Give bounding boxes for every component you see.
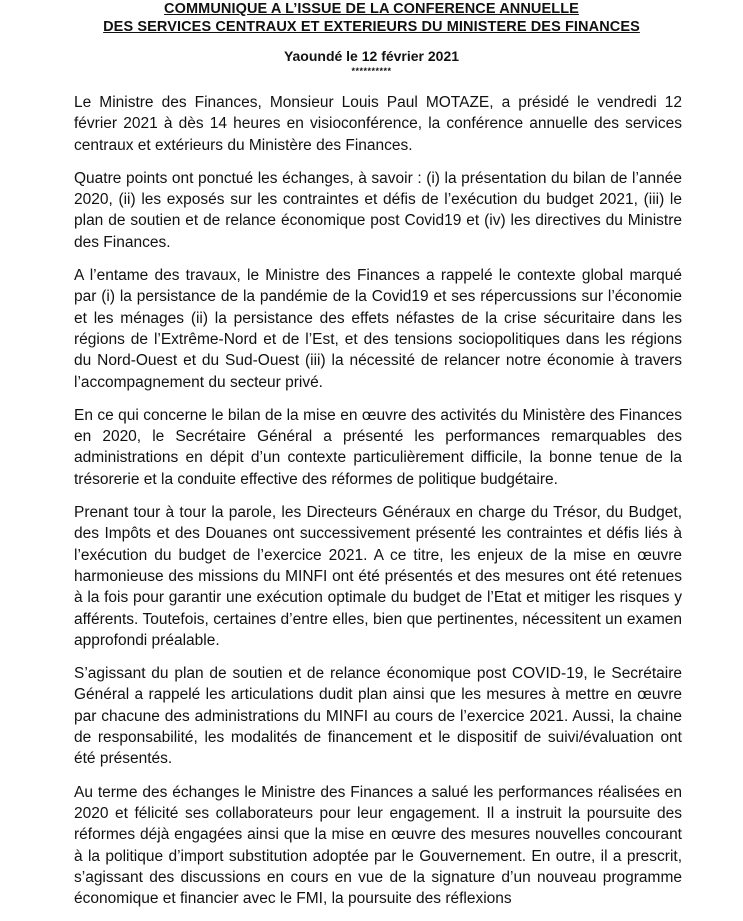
paragraph-2: Quatre points ont ponctué les échanges, à savoir : (i) la présentation du bilan de l’année 2020, (ii) les exposés sur les contraintes et défis de l’exécution du budget 2021, (iii) le plan de soutien et de relance économique post Covid19 et (iv) les directives du Ministre des Finances. [74,169,682,251]
document-body [74,92,682,921]
paragraph-6: S’agissant du plan de soutien et de relance économique post COVID-19, le Secrétaire Général a rappelé les articulations dudit plan ainsi que les mesures à mettre en œuvre par chacune des administrations du MINFI au cours de l’exercice 2021. Aussi, la chaine de responsabilité, les modalités de financement et le dispositif de suivi/évaluation ont été présentés. [74,665,682,768]
paragraph-5: Prenant tour à tour la parole, les Directeurs Généraux en charge du Trésor, du Budget, des Impôts et des Douanes ont successivement présenté les contraintes et défis liés à l’exécution du budget de l’exercice 2021. A ce titre, les enjeux de la mise en œuvre harmonieuse des missions du MINFI ont été présentés et des mesures ont été retenues à la fois pour garantir une exécution optimale du budget de l’Etat et mitiger les risques y afférents. Toutefois, certaines d’entre elles, bien que pertinentes, nécessitent un examen approfondi préalable. [74,504,682,649]
document-title-line-2: DES SERVICES CENTRAUX ET EXTERIEURS DU MINISTERE DES FINANCES [103,19,640,35]
document-title-line-1: COMMUNIQUE A L’ISSUE DE LA CONFERENCE ANNUELLE [164,1,579,17]
separator: ********** [351,66,392,76]
paragraph-4: En ce qui concerne le bilan de la mise en œuvre des activités du Ministère des Finances en 2020, le Secrétaire Général a présenté les performances remarquables des administrations en dépit d’un contexte particulièrement difficile, la bonne tenue de la trésorerie et la conduite effective des réformes de politique budgétaire. [74,406,682,488]
paragraph-7: Au terme des échanges le Ministre des Finances a salué les performances réalisées en 2020 et félicité ses collaborateurs pour leur engagement. Il a instruit la poursuite des réformes déjà engagées ainsi que la mise en œuvre des mesures nouvelles concourant à la politique d’import substitution adoptée par le Gouvernement. En outre, il a prescrit, s’agissant des discussions en cours en vue de la signature d’un nouveau programme économique et financier avec le FMI, la poursuite des réflexions [74,783,682,908]
paragraph-1: Le Ministre des Finances, Monsieur Louis Paul MOTAZE, a présidé le vendredi 12 février 2021 à dès 14 heures en visioconférence, la conférence annuelle des services centraux et extérieurs du Ministère des Finances. [74,94,682,154]
paragraph-3: A l’entame des travaux, le Ministre des Finances a rappelé le contexte global marqué par (i) la persistance de la pandémie de la Covid19 et ses répercussions sur l’économie et les ménages (ii) la persistance des effets néfastes de la crise sécuritaire dans les régions de l’Extrême-Nord et de l’Est, et des tensions sociopolitiques dans les régions du Nord-Ouest et du Sud-Ouest (iii) la nécessité de relancer notre économie à travers l’accompagnement du secteur privé. [74,267,682,391]
dateline: Yaoundé le 12 février 2021 [283,48,460,64]
